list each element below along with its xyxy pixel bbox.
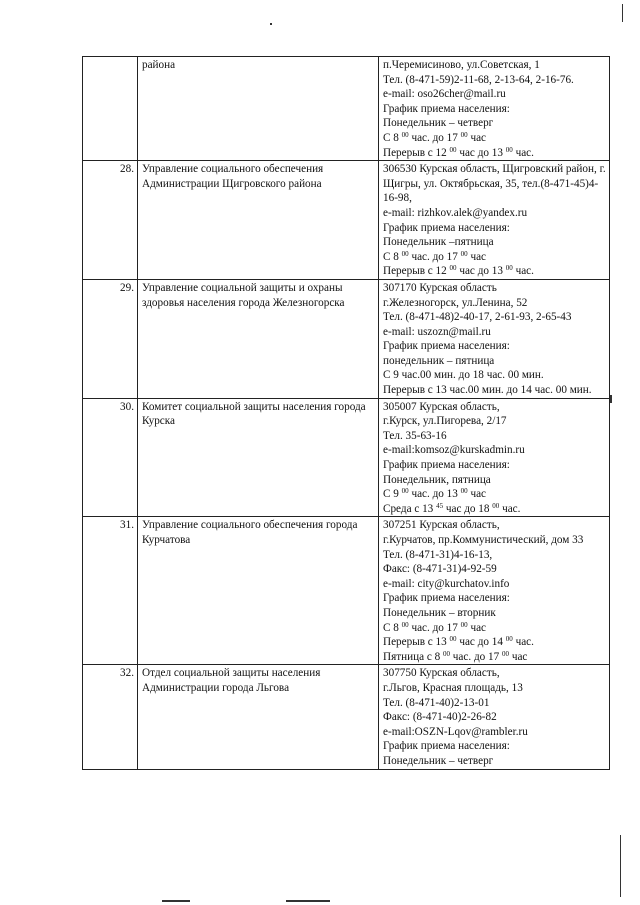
contact-line: e-mail:komsoz@kurskadmin.ru: [383, 444, 525, 457]
organization-name: района: [138, 57, 379, 161]
time-minutes: 00: [449, 145, 457, 154]
contact-line: e-mail: uszozn@mail.ru: [383, 325, 491, 338]
table-row: [83, 398, 610, 517]
time-minutes: 45: [436, 501, 444, 510]
contact-line: [383, 146, 606, 161]
contact-line: График приема населения:: [383, 592, 510, 605]
time-minutes: 00: [505, 145, 513, 154]
time-minutes: 00: [401, 130, 409, 139]
scan-mark: [162, 900, 190, 902]
table-row: [83, 279, 610, 398]
contact-line: Понедельник, пятница: [383, 473, 491, 486]
time-minutes: 00: [460, 487, 468, 496]
time-minutes: 00: [505, 264, 513, 273]
contact-line: п.Черемисиново, ул.Советская, 1: [383, 59, 540, 71]
contact-line: Понедельник – четверг: [383, 117, 494, 130]
time-text: Среда с 13: [383, 502, 437, 515]
time-text: час. до 13: [408, 488, 461, 501]
row-number: 31.: [83, 517, 138, 665]
time-minutes: 00: [401, 487, 409, 496]
contact-info: [379, 665, 610, 769]
time-minutes: 00: [449, 635, 457, 644]
time-text: час: [509, 650, 528, 663]
table-row: [83, 161, 610, 280]
time-minutes: 00: [460, 130, 468, 139]
row-number: 29.: [83, 279, 138, 398]
contact-line: Понедельник –пятница: [383, 236, 494, 249]
social-services-table: [82, 56, 610, 770]
contact-line: График приема населения:: [383, 340, 510, 353]
contact-line: График приема населения:: [383, 740, 510, 753]
contact-line: [383, 621, 606, 636]
table-row: [83, 517, 610, 665]
time-minutes: 00: [443, 649, 450, 658]
time-text: час до 18: [443, 502, 493, 515]
time-text: час. до 17: [450, 650, 503, 663]
contact-line: г.Льгов, Красная площадь, 13: [383, 681, 523, 694]
time-text: час до 13: [456, 265, 506, 278]
time-text: час: [467, 250, 487, 263]
organization-name: Отдел социальной защиты населения Администрации города Льгова: [138, 665, 379, 769]
contact-line: e-mail: oso26cher@mail.ru: [383, 88, 506, 101]
time-minutes: 00: [492, 501, 500, 510]
time-minutes: 00: [449, 264, 457, 273]
scan-mark: [610, 395, 612, 403]
contact-line: г.Курск, ул.Пигорева, 2/17: [383, 415, 507, 428]
time-text: час: [467, 131, 487, 144]
time-text: час. до 17: [408, 621, 461, 634]
contact-line: понедельник – пятница: [383, 354, 495, 367]
contact-line: Понедельник – вторник: [383, 606, 496, 619]
row-number: 30.: [83, 398, 138, 517]
contact-line: [383, 250, 606, 265]
contact-line: Факс: (8-471-31)4-92-59: [383, 563, 497, 576]
table-body: [83, 57, 610, 770]
row-number: 32.: [83, 665, 138, 769]
contact-line: Тел. (8-471-40)2-13-01: [383, 696, 490, 709]
contact-line: График приема населения:: [383, 221, 510, 234]
contact-line: [383, 131, 606, 146]
contact-line: Факс: (8-471-40)2-26-82: [383, 711, 497, 724]
time-text: Перерыв с 13: [383, 636, 450, 649]
table-row: [83, 665, 610, 769]
time-text: час.: [512, 636, 534, 649]
organization-name: Управление социального обеспечения Администрации Щигровского района: [138, 161, 379, 280]
time-text: Перерыв с 12: [383, 265, 450, 278]
contact-line: График приема населения:: [383, 102, 510, 115]
contact-info: [379, 398, 610, 517]
contact-info: [379, 161, 610, 280]
time-text: час. до 17: [408, 250, 461, 263]
contact-line: e-mail: city@kurchatov.info: [383, 577, 510, 590]
time-text: С 9: [383, 488, 402, 501]
time-text: час до 14: [456, 636, 506, 649]
contact-line: e-mail: rizhkov.alek@yandex.ru: [383, 206, 528, 219]
contact-info: [379, 57, 610, 161]
scan-mark: [286, 900, 330, 902]
scan-mark: [620, 835, 621, 897]
contact-line: [383, 487, 606, 502]
time-text: С 8: [383, 250, 402, 263]
time-text: час до 13: [456, 146, 506, 159]
table-row: [83, 57, 610, 161]
contact-line: 307251 Курская область,: [383, 519, 500, 532]
time-text: час: [467, 621, 487, 634]
row-number: [83, 57, 138, 161]
organization-name: Управление социального обеспечения города Курчатова: [138, 517, 379, 665]
contact-line: Перерыв с 13 час.00 мин. до 14 час. 00 мин.: [383, 384, 592, 397]
time-minutes: 00: [505, 635, 513, 644]
contact-line: [383, 650, 606, 665]
contact-line: г.Железногорск, ул.Ленина, 52: [383, 296, 528, 309]
contact-line: [383, 264, 606, 279]
contact-line: [383, 502, 606, 517]
contact-line: График приема населения:: [383, 459, 510, 472]
time-text: час: [467, 488, 487, 501]
time-text: С 8: [383, 131, 402, 144]
contact-line: e-mail:OSZN-Lqov@rambler.ru: [383, 725, 528, 738]
time-minutes: 00: [460, 249, 468, 258]
contact-line: 305007 Курская область,: [383, 400, 500, 413]
time-text: час.: [499, 502, 521, 515]
contact-line: г.Курчатов, пр.Коммунистический, дом 33: [383, 534, 584, 546]
time-text: Перерыв с 12: [383, 146, 450, 159]
organization-name: Управление социальной защиты и охраны здоровья населения города Железногорска: [138, 279, 379, 398]
scan-mark: [270, 23, 272, 25]
organization-name: Комитет социальной защиты населения города Курска: [138, 398, 379, 517]
contact-line: 306530 Курская область, Щигровский район, г. Щигры, ул. Октябрьская, 35, тел.(8-471-45)4-16-98,: [383, 163, 606, 205]
time-text: С 8: [383, 621, 402, 634]
contact-line: 307750 Курская область,: [383, 667, 500, 680]
time-text: час.: [512, 146, 534, 159]
contact-info: [379, 517, 610, 665]
time-text: час.: [512, 265, 534, 278]
contact-line: С 9 час.00 мин. до 18 час. 00 мин.: [383, 369, 544, 382]
contact-info: [379, 279, 610, 398]
contact-line: 307170 Курская область: [383, 281, 497, 294]
time-text: час. до 17: [408, 131, 461, 144]
contact-line: Тел. (8-471-31)4-16-13,: [383, 548, 493, 561]
scan-mark: [622, 4, 623, 22]
contact-line: Тел. 35-63-16: [383, 429, 447, 442]
contact-line: Понедельник – четверг: [383, 754, 494, 767]
time-minutes: 00: [401, 249, 409, 258]
time-text: Пятница с 8: [383, 650, 443, 663]
time-minutes: 00: [460, 620, 468, 629]
row-number: 28.: [83, 161, 138, 280]
contact-line: [383, 635, 606, 650]
time-minutes: 00: [502, 649, 510, 658]
contact-line: Тел. (8-471-48)2-40-17, 2-61-93, 2-65-43: [383, 311, 572, 324]
time-minutes: 00: [401, 620, 409, 629]
contact-line: Тел. (8-471-59)2-11-68, 2-13-64, 2-16-76.: [383, 73, 574, 86]
